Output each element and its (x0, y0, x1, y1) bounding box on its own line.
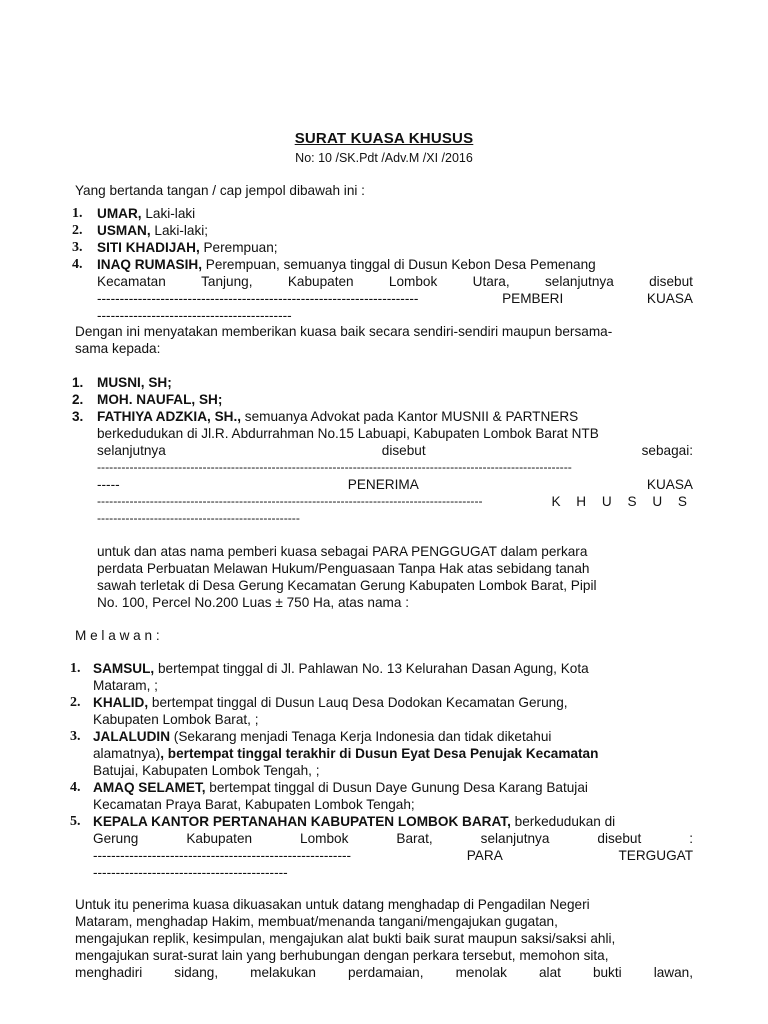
document-number: No: 10 /SK.Pdt /Adv.M /XI /2016 (295, 151, 473, 165)
defendant-5-line-4: ------------------------------------------- (93, 865, 288, 880)
defendant-5-line-2: Gerung Kabupaten Lombok Barat, selanjutnya disebut : (93, 831, 693, 846)
purpose-line-4: No. 100, Percel No.200 Luas ± 750 Ha, atas nama : (97, 595, 409, 610)
purpose-line-3: sawah terletak di Desa Gerung Kecamatan Gerung Kabupaten Lombok Barat, Pipil (97, 578, 597, 593)
grantor-4-line-4: ------------------------------------------- (97, 308, 292, 323)
attorney-3: FATHIYA ADZKIA, SH., semuanya Advokat pada Kantor MUSNII & PARTNERS (97, 409, 579, 424)
statement-line-2: sama kepada: (75, 341, 161, 356)
intro-text: Yang bertanda tangan / cap jempol dibawah ini : (75, 183, 365, 198)
attorney-3-line-6: ----------------------------------------------------------------------------------------------- K H U S U S (97, 494, 693, 509)
grantor-3-number: 3. (72, 240, 83, 255)
closing-line-3: mengajukan replik, kesimpulan, mengajukan alat bukti baik surat maupun saksi/saksi ahli, (75, 931, 616, 946)
closing-line-1: Untuk itu penerima kuasa dikuasakan untuk datang menghadap di Pengadilan Negeri (75, 897, 590, 912)
defendant-4-line-2: Kecamatan Praya Barat, Kabupaten Lombok Tengah; (93, 797, 415, 812)
attorney-3-line-7: -------------------------------------------------- (97, 511, 300, 525)
grantor-2-number: 2. (72, 223, 83, 238)
document-title: SURAT KUASA KHUSUS (294, 130, 474, 147)
grantor-4-number: 4. (72, 257, 83, 272)
defendant-4: AMAQ SELAMET, bertempat tinggal di Dusun Daye Gunung Desa Karang Batujai (93, 780, 588, 795)
defendant-1-number: 1. (70, 661, 81, 676)
defendant-3: JALALUDIN (Sekarang menjadi Tenaga Kerja Indonesia dan tidak diketahui (93, 729, 552, 744)
attorney-1-number: 1. (72, 375, 84, 390)
defendant-5: KEPALA KANTOR PERTANAHAN KABUPATEN LOMBOK BARAT, berkedudukan di (93, 814, 616, 829)
defendant-2-line-2: Kabupaten Lombok Barat, ; (93, 712, 259, 727)
purpose-line-2: perdata Perbuatan Melawan Hukum/Penguasaan Tanpa Hak atas sebidang tanah (97, 561, 590, 576)
closing-line-4: mengajukan surat-surat lain yang berhubungan dengan perkara tersebut, memohon sita, (75, 948, 609, 963)
grantor-4-line-2: Kecamatan Tanjung, Kabupaten Lombok Utara, selanjutnya disebut (97, 274, 693, 289)
grantor-1-number: 1. (72, 206, 83, 221)
defendant-3-line-2: alamatnya), bertempat tinggal terakhir di Dusun Eyat Desa Penujak Kecamatan (93, 746, 599, 761)
attorney-3-line-5: ----- PENERIMA KUASA (97, 477, 693, 492)
defendant-3-number: 3. (70, 729, 81, 744)
closing-line-5: menghadiri sidang, melakukan perdamaian, menolak alat bukti lawan, (75, 965, 693, 980)
closing-line-2: Mataram, menghadap Hakim, membuat/menanda tangani/mengajukan gugatan, (75, 914, 558, 929)
grantor-4-line-3: ----------------------------------------------------------------------- PEMBERI KUASA (97, 291, 693, 306)
attorney-3-line-4: --------------------------------------------------------------------------------------------------------------------- (97, 460, 572, 474)
defendant-1: SAMSUL, bertempat tinggal di Jl. Pahlawan No. 13 Kelurahan Dasan Agung, Kota (93, 661, 589, 676)
grantor-2: USMAN, Laki-laki; (97, 223, 209, 238)
melawan-heading: M e l a w a n : (75, 628, 160, 643)
attorney-3-number: 3. (72, 409, 84, 424)
defendant-2-number: 2. (70, 695, 81, 710)
defendant-5-line-3: --------------------------------------------------------- PARA TERGUGAT (93, 848, 693, 863)
attorney-2-number: 2. (72, 392, 84, 407)
grantor-1: UMAR, Laki-laki (97, 206, 196, 221)
attorney-3-line-2: berkedudukan di Jl.R. Abdurrahman No.15 Labuapi, Kabupaten Lombok Barat NTB (97, 426, 599, 441)
defendant-2: KHALID, bertempat tinggal di Dusun Lauq Desa Dodokan Kecamatan Gerung, (93, 695, 568, 710)
grantor-4: INAQ RUMASIH, Perempuan, semuanya tinggal di Dusun Kebon Desa Pemenang (97, 257, 596, 272)
attorney-3-line-3: selanjutnya disebut sebagai: (97, 443, 693, 458)
defendant-3-line-3: Batujai, Kabupaten Lombok Tengah, ; (93, 763, 320, 778)
statement-line-1: Dengan ini menyatakan memberikan kuasa baik secara sendiri-sendiri maupun bersama- (75, 324, 613, 339)
attorney-1: MUSNI, SH; (97, 375, 172, 390)
purpose-line-1: untuk dan atas nama pemberi kuasa sebagai PARA PENGGUGAT dalam perkara (97, 544, 588, 559)
attorney-2: MOH. NAUFAL, SH; (97, 392, 223, 407)
defendant-4-number: 4. (70, 780, 81, 795)
grantor-3: SITI KHADIJAH, Perempuan; (97, 240, 278, 255)
defendant-5-number: 5. (70, 814, 81, 829)
defendant-1-line-2: Mataram, ; (93, 678, 158, 693)
